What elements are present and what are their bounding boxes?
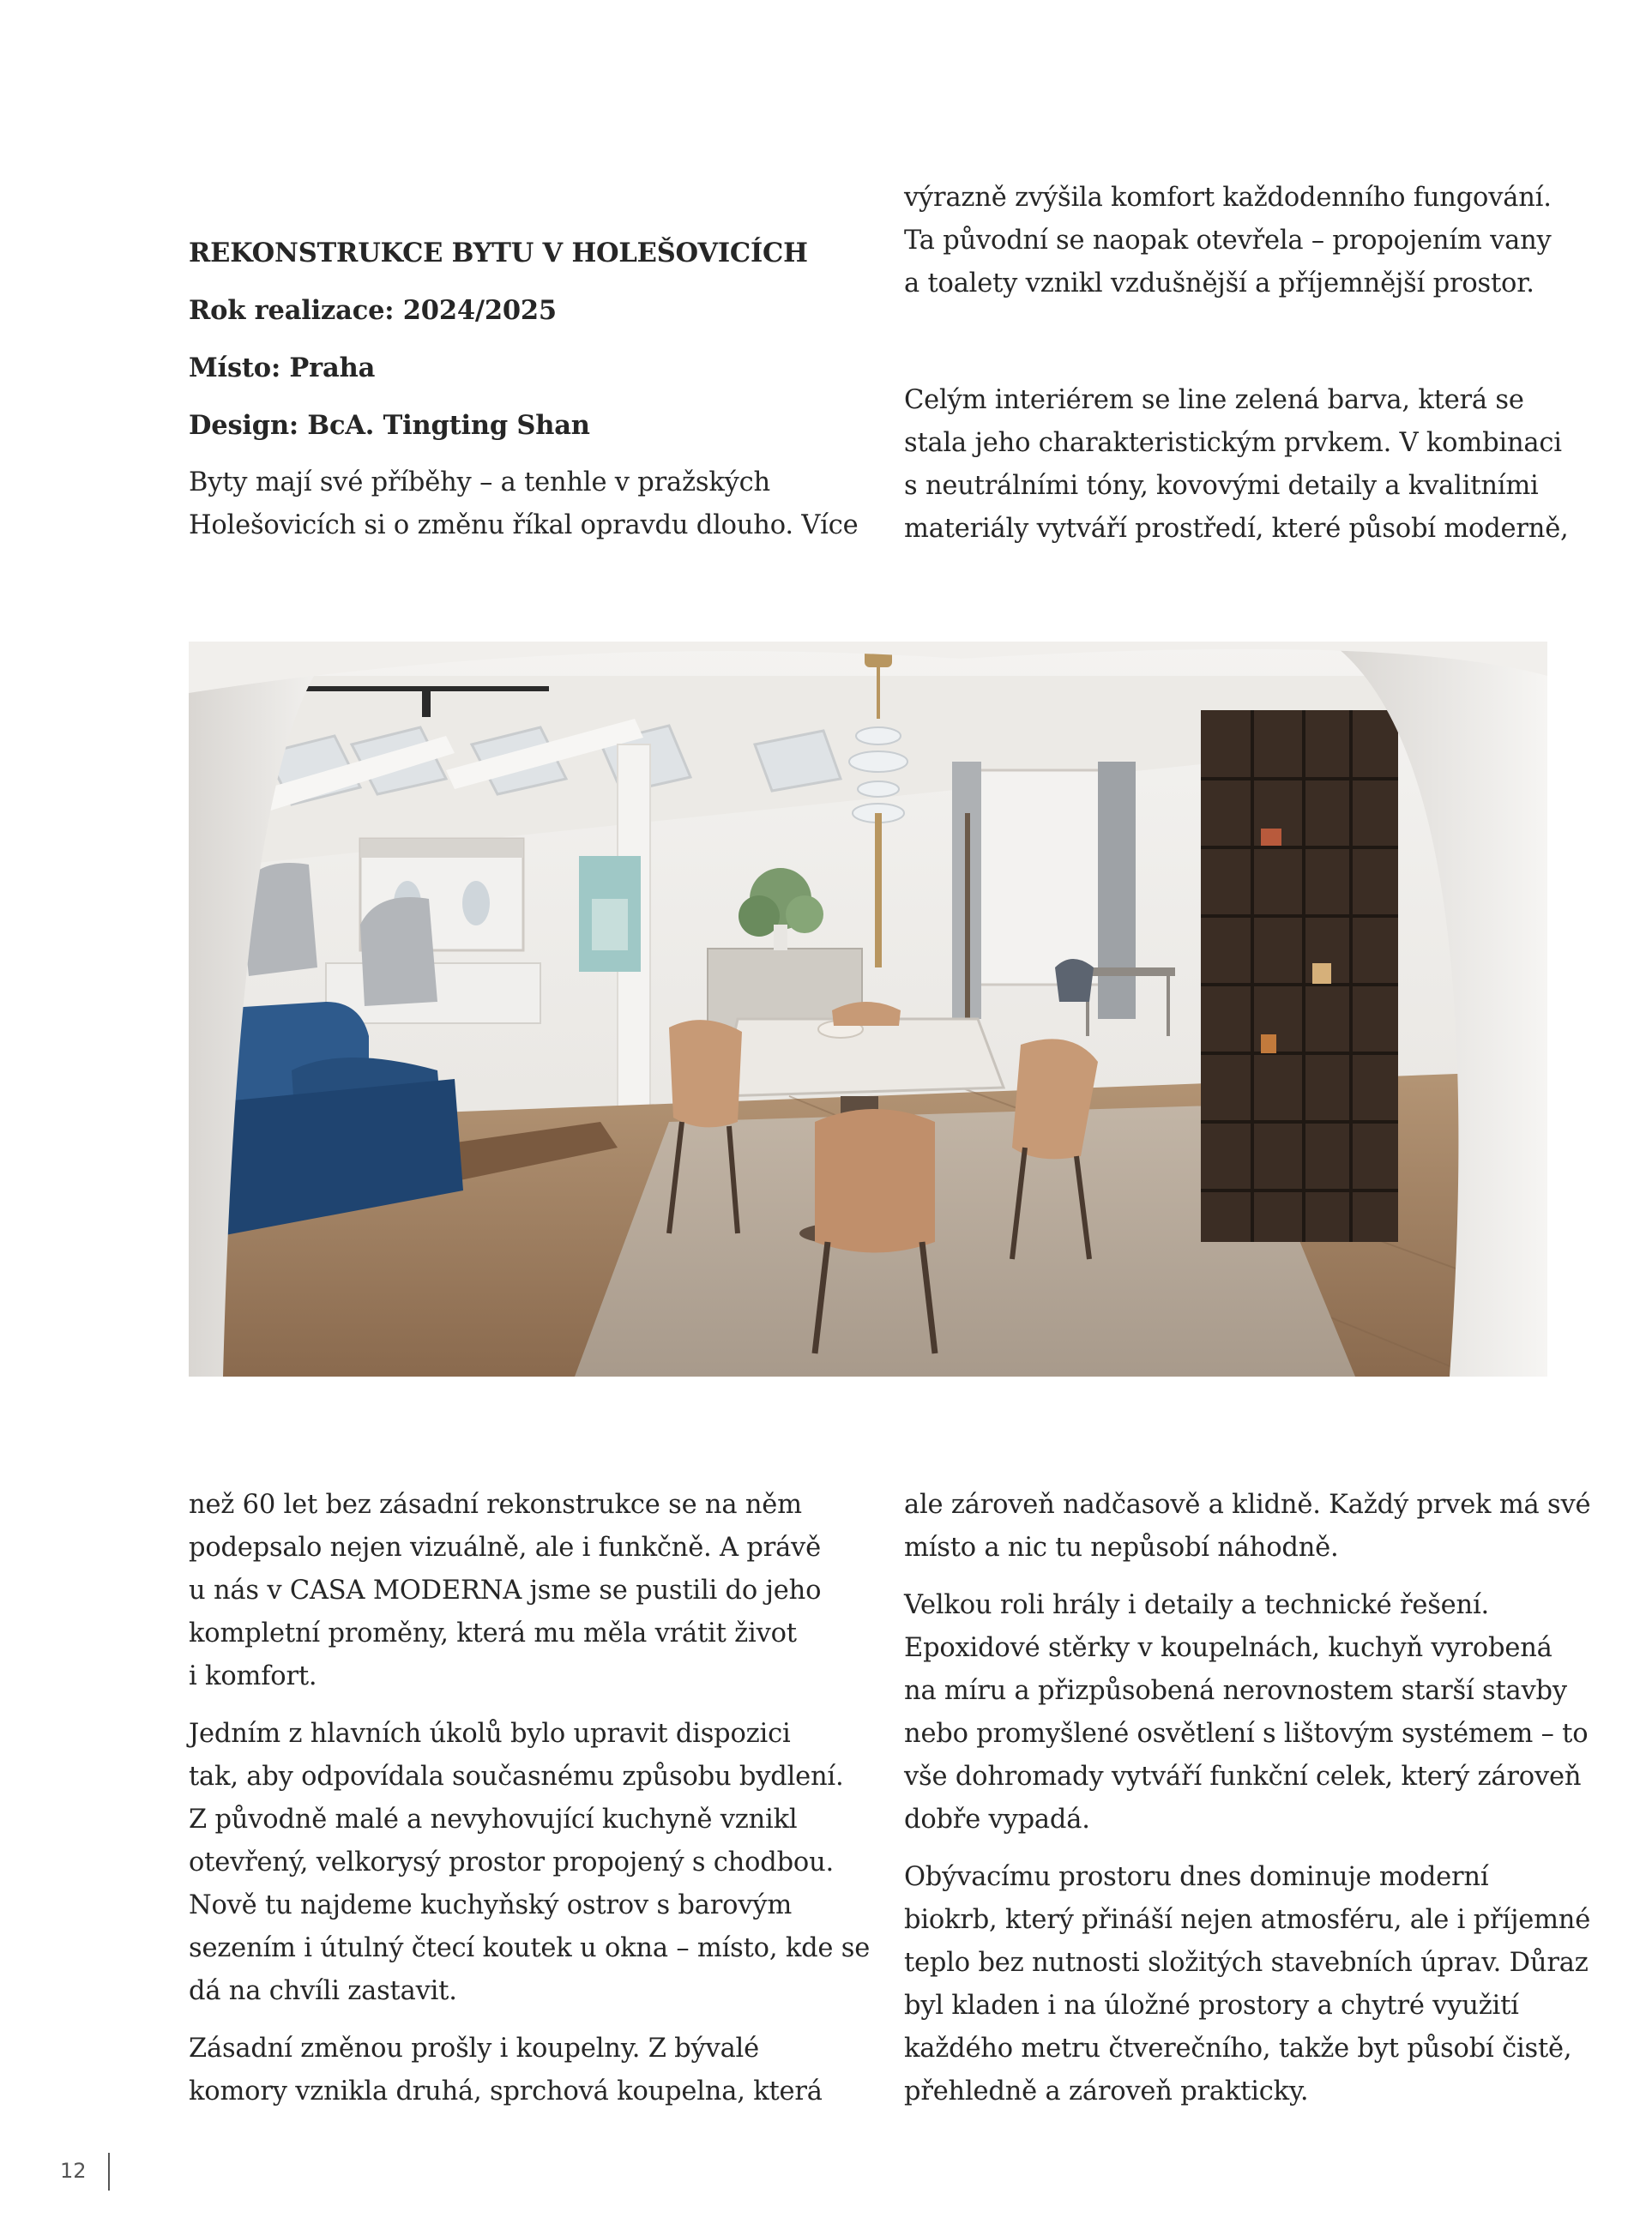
text-line: Epoxidové stěrky v koupelnách, kuchyň vyrobená <box>904 1633 1553 1663</box>
timeless-paragraph <box>904 1484 1591 1570</box>
living-room-paragraph <box>904 1856 1591 2113</box>
text-line: materiály vytváří prostředí, které působí moderně, <box>904 514 1569 544</box>
text-line: kompletní proměny, která mu měla vrátit život <box>189 1618 797 1648</box>
text-line: a toalety vznikl vzdušnější a příjemnější prostor. <box>904 268 1534 298</box>
text-line: Zásadní změnou prošly i koupelny. Z bývalé <box>189 2034 759 2064</box>
text-line: Velkou roli hrály i detaily a technické řešení. <box>904 1590 1489 1620</box>
text-line: dobře vypadá. <box>904 1805 1090 1835</box>
text-line: nebo promyšlené osvětlení s lištovým systémem – to <box>904 1719 1589 1749</box>
intro-column <box>189 232 859 547</box>
text-line: než 60 let bez zásadní rekonstrukce se na něm <box>189 1490 802 1520</box>
project-design: Design: BcA. Tingting Shan <box>189 410 590 441</box>
text-line: u nás v CASA MODERNA jsme se pustili do jeho <box>189 1576 822 1606</box>
history-paragraph <box>189 1484 841 1698</box>
green-color-paragraph <box>904 379 1569 551</box>
text-line: místo a nic tu nepůsobí náhodně. <box>904 1533 1339 1563</box>
intro-paragraph <box>189 461 859 547</box>
layout-paragraph <box>189 1713 871 2013</box>
text-line: teplo bez nutnosti složitých stavebních úprav. Důraz <box>904 1948 1589 1978</box>
text-line: vše dohromady vytváří funkční celek, který zároveň <box>904 1762 1582 1792</box>
text-line: Z původně malé a nevyhovující kuchyně vznikl <box>189 1805 798 1835</box>
text-line: dá na chvíli zastavit. <box>189 1976 457 2006</box>
text-line: Obývacímu prostoru dnes dominuje moderní <box>904 1862 1489 1892</box>
text-line: otevřený, velkorysý prostor propojený s chodbou. <box>189 1847 835 1877</box>
interior-illustration <box>189 642 1547 1377</box>
details-paragraph <box>904 1584 1589 1841</box>
bathroom-paragraph <box>189 2028 841 2113</box>
project-place: Místo: Praha <box>189 353 376 383</box>
text-line: přehledně a zároveň prakticky. <box>904 2076 1309 2106</box>
text-line: Jedním z hlavních úkolů bylo upravit dispozici <box>189 1719 791 1749</box>
bottom-right-column <box>904 1484 1591 2113</box>
text-line: Holešovicích si o změnu říkal opravdu dlouho. Více <box>189 510 859 540</box>
text-line: Nově tu najdeme kuchyňský ostrov s barovým <box>189 1890 793 1920</box>
text-line: komory vznikla druhá, sprchová koupelna, která <box>189 2076 823 2106</box>
text-line: každého metru čtverečního, takže byt působí čistě, <box>904 2034 1572 2064</box>
text-line: byl kladen i na úložné prostory a chytré využití <box>904 1991 1519 2021</box>
page-number: 12 <box>60 2159 87 2183</box>
text-line: sezením i útulný čtecí koutek u okna – místo, kde se <box>189 1933 871 1963</box>
text-line: stala jeho charakteristickým prvkem. V kombinaci <box>904 428 1562 458</box>
text-line: i komfort. <box>189 1661 317 1691</box>
text-line: výrazně zvýšila komfort každodenního fungování. <box>904 183 1552 213</box>
page-number-divider <box>108 2153 110 2191</box>
text-line: s neutrálními tóny, kovovými detaily a kvalitními <box>904 471 1539 501</box>
text-line: biokrb, který přináší nejen atmosféru, ale i příjemné <box>904 1905 1591 1935</box>
text-line: Ta původní se naopak otevřela – propojením vany <box>904 226 1552 256</box>
text-line: na míru a přizpůsobená nerovnostem starší stavby <box>904 1676 1567 1706</box>
text-line: Byty mají své příběhy – a tenhle v pražských <box>189 467 770 497</box>
top-right-column <box>904 177 1569 551</box>
project-title: REKONSTRUKCE BYTU V HOLEŠOVICÍCH <box>189 238 808 268</box>
project-year: Rok realizace: 2024/2025 <box>189 295 557 326</box>
bathroom-paragraph-end <box>904 177 1556 305</box>
text-line: Celým interiérem se line zelená barva, která se <box>904 385 1524 415</box>
text-line: podepsalo nejen vizuálně, ale i funkčně. A právě <box>189 1533 821 1563</box>
interior-photo <box>189 642 1547 1377</box>
bottom-left-column <box>189 1484 871 2113</box>
text-line: ale zároveň nadčasově a klidně. Každý prvek má své <box>904 1490 1591 1520</box>
text-line: tak, aby odpovídala současnému způsobu bydlení. <box>189 1762 844 1792</box>
